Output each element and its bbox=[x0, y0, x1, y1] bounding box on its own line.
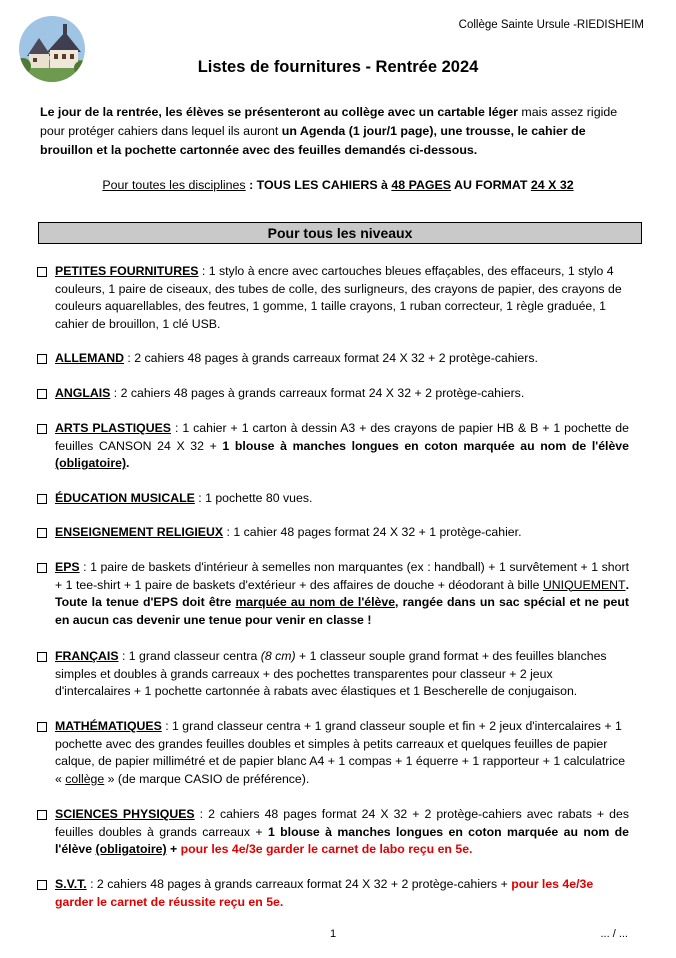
subject-label: PETITES FOURNITURES bbox=[55, 264, 199, 278]
all-format: 24 X 32 bbox=[530, 178, 574, 192]
subject-text-1: : 1 grand classeur centra + 1 grand classeur souple et fin + 2 jeux d'intercalaires + 1 pochette avec des grandes feuilles doubles et simples à petits carreaux et quelques feuilles de papier calque, de papier millimétré et de papier blanc A4 + 1 compas + 1 équerre + 1 rapporteur + 1 calculatrice « bbox=[55, 719, 626, 786]
checkbox-icon bbox=[37, 354, 47, 364]
intro-paragraph bbox=[40, 103, 634, 160]
subject-label: ÉDUCATION MUSICALE bbox=[55, 491, 195, 505]
page-number: 1 bbox=[330, 928, 337, 940]
all-disciplines-line bbox=[0, 178, 676, 192]
subject-label: ARTS PLASTIQUES bbox=[55, 421, 171, 435]
item-text bbox=[55, 524, 629, 542]
eps-bold-underline: marquée au nom de l'élève bbox=[235, 595, 396, 609]
checkbox-icon bbox=[37, 424, 47, 434]
item-text bbox=[55, 718, 629, 788]
checkbox-icon bbox=[37, 652, 47, 662]
blouse-note: 1 blouse à manches longues en coton marquée au nom de l'élève bbox=[55, 824, 629, 856]
page-title: Listes de fournitures - Rentrée 2024 bbox=[197, 58, 479, 76]
size-note: (8 cm) bbox=[260, 649, 296, 663]
checkbox-icon bbox=[37, 267, 47, 277]
subject-text: : 1 stylo à encre avec cartouches bleues effaçables, des effaceurs, 1 stylo 4 couleurs, 1 paire de ciseaux, des tubes de colle, des surligneurs, des crayons de papier, des crayons de couleurs aquarellables, des feutres, 1 gomme, 1 taille crayons, 1 ruban correcteur, 1 règle graduée, 1 cahier de brouillon, 1 clé USB. bbox=[55, 264, 622, 331]
blouse-note: 1 blouse à manches longues en coton marquée au nom de l'élève bbox=[222, 438, 629, 453]
checkbox-icon bbox=[37, 389, 47, 399]
mandatory-note: (obligatoire) bbox=[95, 842, 167, 856]
item-text bbox=[55, 385, 629, 403]
subject-text: : 1 cahier + 1 carton à dessin A3 + des crayons de papier HB & B + 1 pochette de feuilles CANSON 24 X 32 + bbox=[55, 421, 629, 453]
checkbox-icon bbox=[37, 494, 47, 504]
eps-bold-1: . Toute la tenue d'EPS doit être bbox=[55, 577, 629, 609]
subject-label: MATHÉMATIQUES bbox=[55, 719, 162, 733]
list-item-education-musicale bbox=[37, 490, 629, 508]
list-item-allemand bbox=[37, 350, 629, 368]
intro-part-b: mais assez rigide pour protéger cahiers dans lequel ils auront bbox=[40, 105, 618, 138]
school-name: Collège Sainte Ursule -RIEDISHEIM bbox=[458, 19, 644, 31]
subject-label: ANGLAIS bbox=[55, 386, 111, 400]
item-text bbox=[55, 648, 629, 701]
subject-label: EPS bbox=[55, 560, 80, 574]
all-text-2: AU FORMAT bbox=[451, 178, 531, 192]
item-text bbox=[55, 806, 629, 859]
intro-part-a: Le jour de la rentrée, les élèves se présenteront au collège avec un cartable léger bbox=[40, 105, 518, 119]
subject-text: : 2 cahiers 48 pages à grands carreaux format 24 X 32 + 2 protège-cahiers. bbox=[124, 351, 538, 365]
subject-text-2: » (de marque CASIO de préférence). bbox=[104, 771, 310, 786]
subject-text: : 2 cahiers 48 pages format 24 X 32 + 2 protège-cahiers avec rabats + des feuilles doubles à grands carreaux + bbox=[55, 807, 629, 839]
list-item-arts-plastiques bbox=[37, 420, 629, 473]
subject-text: : 2 cahiers 48 pages à grands carreaux format 24 X 32 + 2 protège-cahiers. bbox=[110, 386, 525, 400]
item-text bbox=[55, 263, 629, 333]
checkbox-icon bbox=[37, 563, 47, 573]
all-label: Pour toutes les disciplines bbox=[102, 178, 246, 192]
checkbox-icon bbox=[37, 810, 47, 820]
list-item-petites-fournitures bbox=[37, 263, 629, 333]
subject-label: SCIENCES PHYSIQUES bbox=[55, 807, 195, 821]
continued-marker: ... / ... bbox=[600, 928, 628, 940]
item-text bbox=[55, 559, 629, 629]
subject-text-1: : 1 grand classeur centra bbox=[118, 649, 261, 663]
item-text bbox=[55, 420, 629, 473]
subject-label: S.V.T. bbox=[55, 877, 87, 891]
subject-text: : 1 cahier 48 pages format 24 X 32 + 1 protège-cahier. bbox=[223, 525, 522, 539]
section-band: Pour tous les niveaux bbox=[38, 222, 642, 244]
subject-text-2: + 1 classeur souple grand format + des feuilles blanches simples et doubles à grands carreaux + des pochettes transparentes pour classeur + 2 jeux d'intercalaires + 1 pochette cartonnée à rabats avec élastiques et 1 Bescherelle de conjugaison. bbox=[55, 649, 607, 698]
list-item-eps bbox=[37, 559, 629, 629]
subject-label: FRANÇAIS bbox=[55, 649, 119, 663]
item-text bbox=[55, 490, 629, 508]
intro-part-c: un Agenda (1 jour/1 page), une trousse, le cahier de brouillon et la pochette cartonnée avec des feuilles demandés ci-dessous. bbox=[40, 124, 586, 157]
mandatory-note: (obligatoire) bbox=[55, 456, 127, 470]
all-text-1: : TOUS LES CAHIERS à bbox=[245, 178, 392, 192]
uniquement-note: UNIQUEMENT bbox=[542, 577, 626, 592]
subject-label: ENSEIGNEMENT RELIGIEUX bbox=[55, 525, 224, 539]
eps-bold-2: , rangée dans un sac spécial et ne peut en aucun cas devenir une tenue pour venir en classe ! bbox=[55, 595, 629, 627]
subject-text: : 1 pochette 80 vues. bbox=[194, 491, 313, 505]
list-item-francais bbox=[37, 648, 629, 701]
checkbox-icon bbox=[37, 528, 47, 538]
checkbox-icon bbox=[37, 880, 47, 890]
subject-text: : 1 paire de baskets d'intérieur à semelles non marquantes (ex : handball) + 1 survêtement + 1 short + 1 tee-shirt + 1 paire de baskets d'extérieur + des affaires de douche + déodorant à bille bbox=[55, 560, 629, 592]
list-item-mathematiques bbox=[37, 718, 629, 788]
subject-text: : 2 cahiers 48 pages à grands carreaux format 24 X 32 + 2 protège-cahiers + bbox=[86, 877, 512, 891]
list-item-sciences-physiques bbox=[37, 806, 629, 859]
checkbox-icon bbox=[37, 722, 47, 732]
reussite-note: pour les 4e/3e garder le carnet de réussite reçu en 5e. bbox=[55, 877, 594, 909]
subject-label: ALLEMAND bbox=[55, 351, 124, 365]
item-text bbox=[55, 350, 629, 368]
list-item-anglais bbox=[37, 385, 629, 403]
item-text bbox=[55, 876, 629, 911]
list-item-svt bbox=[37, 876, 629, 911]
all-pages: 48 PAGES bbox=[391, 178, 452, 192]
plus-sign: + bbox=[166, 842, 181, 856]
list-item-enseignement-religieux bbox=[37, 524, 629, 542]
college-note: collège bbox=[65, 771, 105, 786]
labo-note: pour les 4e/3e garder le carnet de labo reçu en 5e. bbox=[180, 842, 473, 856]
item-end: . bbox=[126, 456, 130, 470]
